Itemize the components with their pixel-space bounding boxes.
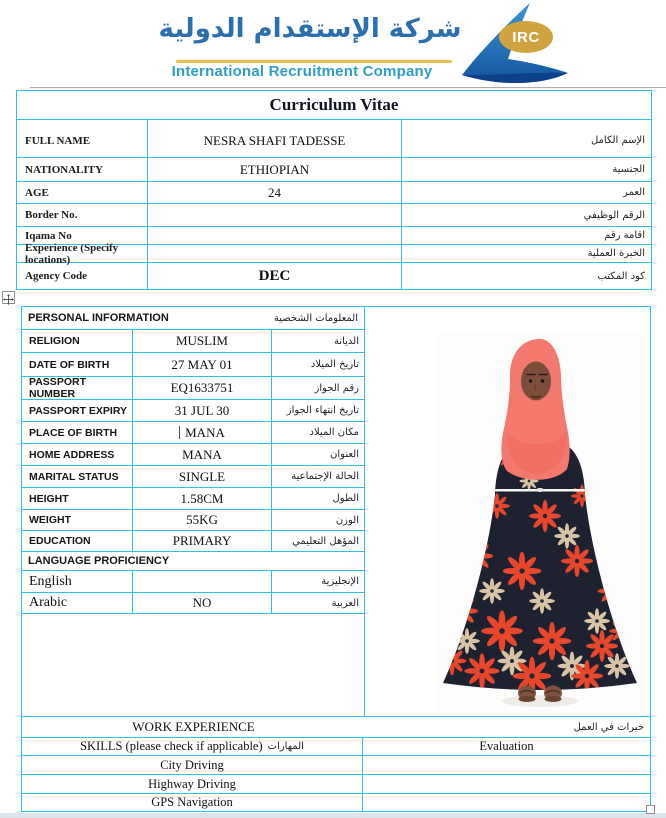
skill-row — [22, 775, 650, 794]
text-cursor — [179, 426, 180, 439]
table-row — [17, 204, 651, 227]
skill-name: GPS Navigation — [151, 795, 233, 809]
row-label: FULL NAME — [25, 134, 91, 147]
table-row — [22, 353, 364, 377]
table-row — [22, 593, 364, 614]
skill-row — [22, 794, 650, 811]
row-label: Agency Code — [25, 270, 88, 282]
table-resize-handle-icon[interactable] — [646, 805, 655, 814]
company-name-english: International Recruitment Company — [171, 63, 433, 80]
language-name: Arabic — [29, 595, 68, 610]
row-label-arabic: الحالة الإجتماعية — [291, 471, 359, 482]
place-of-birth-value-cell[interactable]: MANA — [133, 422, 272, 443]
work-experience-title-arabic: خبرات في العمل — [573, 721, 644, 733]
section-title: PERSONAL INFORMATION — [28, 312, 169, 324]
row-label-arabic: العنوان — [330, 449, 359, 460]
english-proficiency-cell[interactable] — [133, 571, 272, 592]
nationality-value-cell[interactable]: ETHIOPIAN — [148, 158, 402, 181]
row-label: Iqama No — [25, 229, 72, 242]
header-bottom-edge — [30, 87, 666, 88]
row-label: PASSPORT EXPIRY — [29, 404, 128, 417]
height-value-cell[interactable]: 1.58CM — [133, 488, 272, 509]
company-logo-icon — [452, 1, 570, 87]
skill-name: Highway Driving — [148, 776, 236, 791]
skill-evaluation-cell[interactable] — [363, 775, 650, 793]
table-row — [22, 466, 364, 488]
table-row — [22, 444, 364, 466]
row-label-arabic: العمر — [623, 187, 645, 198]
skills-header-label-arabic: المهارات — [267, 741, 304, 752]
border-no-value-cell[interactable] — [148, 204, 402, 226]
agency-code-value-cell[interactable]: DEC — [148, 263, 402, 289]
table-row — [17, 120, 651, 158]
table-row — [22, 488, 364, 510]
row-label: NATIONALITY — [25, 163, 104, 176]
table-row — [22, 531, 364, 552]
row-label-arabic: الخبرة العملية — [587, 248, 645, 259]
applicant-photo-cell — [365, 307, 650, 716]
row-label-arabic: الوزن — [335, 514, 359, 526]
table-move-handle-icon[interactable] — [2, 291, 15, 304]
row-label-arabic: رقم الجواز — [314, 382, 359, 394]
row-label: HOME ADDRESS — [29, 448, 115, 461]
skill-row — [22, 756, 650, 775]
language-proficiency-header-row — [22, 552, 364, 571]
age-value-cell[interactable]: 24 — [148, 182, 402, 203]
table-row — [17, 263, 651, 289]
work-experience-title: WORK EXPERIENCE — [132, 719, 255, 734]
home-address-value-cell[interactable]: MANA — [133, 444, 272, 465]
empty-cell[interactable] — [22, 614, 364, 716]
page-edge-strip — [0, 813, 666, 818]
row-label: DATE OF BIRTH — [29, 358, 110, 371]
table-row — [17, 158, 651, 182]
row-label-arabic: المؤهل التعليمي — [292, 535, 359, 547]
table-row — [22, 510, 364, 531]
row-label-arabic: تاريخ انتهاء الجواز — [286, 405, 359, 416]
row-label-arabic: اقامة رقم — [604, 230, 645, 241]
table-row — [17, 241, 651, 266]
company-name-arabic: شركة الإستقدام الدولية — [158, 14, 462, 44]
row-label: MARITAL STATUS — [29, 470, 119, 483]
row-label: Border No. — [25, 209, 78, 221]
evaluation-header-label: Evaluation — [479, 739, 534, 753]
skills-header-row — [22, 738, 650, 756]
marital-status-value-cell[interactable]: SINGLE — [133, 466, 272, 487]
row-label: PASSPORT NUMBER — [29, 376, 86, 400]
cv-title: Curriculum Vitae — [17, 91, 651, 120]
row-label: EDUCATION — [29, 535, 91, 547]
row-label: AGE — [25, 186, 49, 199]
row-label: HEIGHT — [29, 492, 69, 505]
logo-abbr-text: IRC — [512, 29, 540, 46]
personal-info-header-row — [22, 307, 364, 330]
table-row — [22, 422, 364, 444]
table-row — [22, 377, 364, 400]
table-row — [22, 571, 364, 593]
row-label-arabic: الجنسية — [612, 164, 645, 175]
row-label-arabic: الرقم الوظيفي — [583, 209, 645, 221]
iqama-no-value-cell[interactable] — [148, 227, 402, 244]
religion-value-cell[interactable]: MUSLIM — [133, 330, 272, 352]
row-label: PLACE OF BIRTH — [29, 426, 118, 439]
row-label-arabic: تاريخ الميلاد — [310, 359, 359, 370]
passport-number-value-cell[interactable]: EQ1633751 — [133, 377, 272, 399]
work-experience-row — [22, 717, 650, 738]
row-label: Experience (Specify locations) — [25, 241, 119, 266]
experience-value-cell[interactable] — [148, 245, 402, 262]
section-title: LANGUAGE PROFICIENCY — [28, 555, 170, 567]
weight-value-cell[interactable]: 55KG — [133, 510, 272, 530]
table-row — [22, 400, 364, 422]
personal-info-table — [21, 306, 651, 812]
row-label-arabic: كود المكتب — [597, 270, 645, 282]
dob-value-cell[interactable]: 27 MAY 01 — [133, 353, 272, 376]
applicant-photo — [437, 331, 643, 714]
table-row — [17, 182, 651, 204]
language-name: English — [29, 573, 72, 589]
section-title-arabic: المعلومات الشخصية — [273, 312, 358, 324]
full-name-value-cell[interactable]: NESRA SHAFI TADESSE — [148, 120, 402, 157]
skill-evaluation-cell[interactable] — [363, 794, 650, 811]
skill-evaluation-cell[interactable] — [363, 756, 650, 774]
education-value-cell[interactable]: PRIMARY — [133, 531, 272, 551]
passport-expiry-value-cell[interactable]: 31 JUL 30 — [133, 400, 272, 421]
skills-header-label: SKILLS (please check if applicable) — [80, 739, 263, 753]
row-label: RELIGION — [29, 335, 80, 347]
arabic-proficiency-cell[interactable]: NO — [133, 593, 272, 613]
row-label-arabic: الديانة — [333, 335, 359, 347]
table-row — [22, 330, 364, 353]
row-label-arabic: مكان الميلاد — [309, 427, 359, 438]
cv-summary-table — [16, 90, 652, 290]
row-label: WEIGHT — [29, 514, 71, 526]
row-label-arabic: الإنجليزية — [321, 576, 359, 587]
skill-name: City Driving — [160, 757, 224, 772]
row-label-arabic: الطول — [332, 493, 359, 504]
row-label-arabic: العربية — [331, 597, 359, 609]
row-label-arabic: الإسم الكامل — [590, 135, 645, 146]
